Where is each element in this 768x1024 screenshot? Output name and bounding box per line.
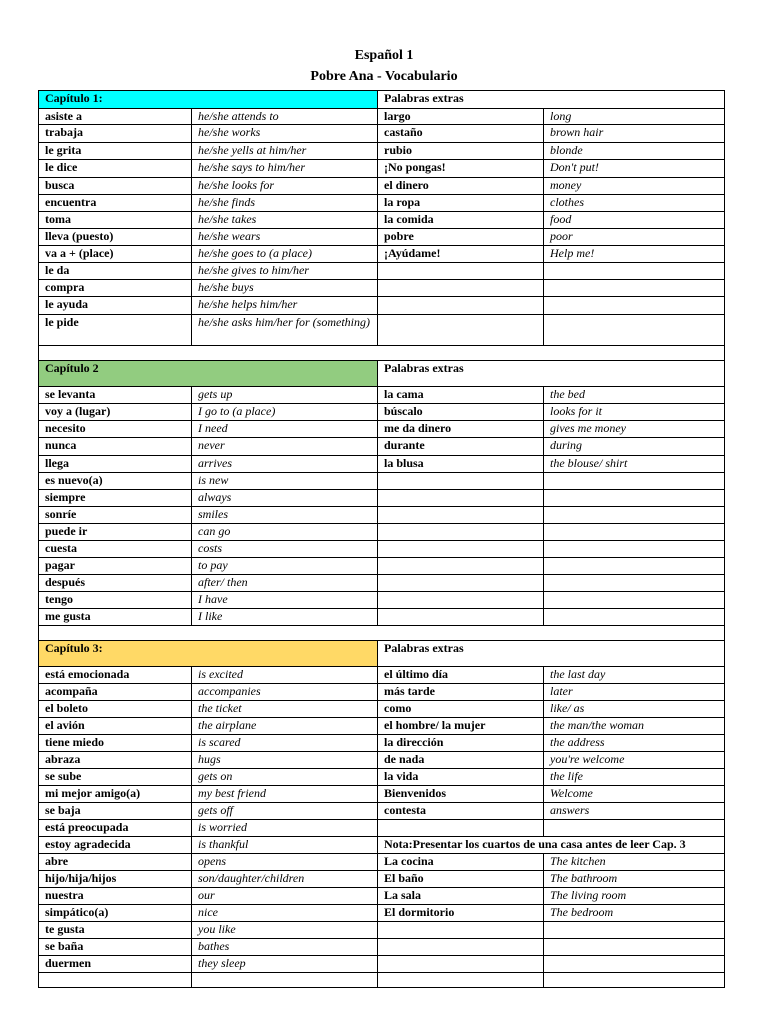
extra-spanish-term	[378, 939, 544, 956]
english-meaning: son/daughter/children	[192, 871, 378, 888]
spanish-term: hijo/hija/hijos	[39, 871, 192, 888]
english-meaning: hugs	[192, 752, 378, 769]
extra-spanish-term: de nada	[378, 752, 544, 769]
extra-english-meaning: Welcome	[544, 786, 725, 803]
extra-spanish-term	[378, 541, 544, 558]
table-row	[39, 280, 725, 297]
extra-spanish-term: más tarde	[378, 684, 544, 701]
spanish-term: es nuevo(a)	[39, 473, 192, 490]
extra-spanish-term: el último día	[378, 667, 544, 684]
extra-spanish-term: ¡No pongas!	[378, 160, 544, 178]
table-row	[39, 125, 725, 143]
extra-spanish-term	[378, 524, 544, 541]
spanish-term: le grita	[39, 143, 192, 160]
table-row	[39, 701, 725, 718]
extra-english-meaning: long	[544, 109, 725, 125]
spanish-term: tengo	[39, 592, 192, 609]
extra-spanish-term	[378, 558, 544, 575]
extra-spanish-term: la vida	[378, 769, 544, 786]
extra-english-meaning	[544, 973, 725, 988]
spanish-term: estoy agradecida	[39, 837, 192, 854]
table-row	[39, 769, 725, 786]
extra-spanish-term: largo	[378, 109, 544, 125]
extra-spanish-term: la cama	[378, 387, 544, 404]
spanish-term: siempre	[39, 490, 192, 507]
english-meaning: can go	[192, 524, 378, 541]
extra-spanish-term: la dirección	[378, 735, 544, 752]
spanish-term: mi mejor amigo(a)	[39, 786, 192, 803]
english-meaning: my best friend	[192, 786, 378, 803]
english-meaning: is thankful	[192, 837, 378, 854]
extra-spanish-term	[378, 490, 544, 507]
extra-spanish-term: me da dinero	[378, 421, 544, 438]
spanish-term: compra	[39, 280, 192, 297]
table-row	[39, 263, 725, 280]
extra-english-meaning	[544, 609, 725, 626]
extra-english-meaning: during	[544, 438, 725, 456]
spanish-term: le da	[39, 263, 192, 280]
spanish-term: tiene miedo	[39, 735, 192, 752]
english-meaning: he/she yells at him/her	[192, 143, 378, 160]
extra-english-meaning	[544, 490, 725, 507]
english-meaning: I need	[192, 421, 378, 438]
english-meaning: he/she buys	[192, 280, 378, 297]
extra-spanish-term	[378, 820, 544, 837]
extra-english-meaning: Help me!	[544, 246, 725, 263]
english-meaning: you like	[192, 922, 378, 939]
extra-english-meaning	[544, 939, 725, 956]
english-meaning: I go to (a place)	[192, 404, 378, 421]
table-row	[39, 229, 725, 246]
spanish-term: va a + (place)	[39, 246, 192, 263]
extra-spanish-term: La cocina	[378, 854, 544, 871]
table-row	[39, 212, 725, 229]
extra-english-meaning: answers	[544, 803, 725, 820]
extra-english-meaning: food	[544, 212, 725, 229]
spanish-term: toma	[39, 212, 192, 229]
table-row	[39, 905, 725, 922]
spanish-term: se baja	[39, 803, 192, 820]
extra-english-meaning: The bathroom	[544, 871, 725, 888]
document-subtitle: Pobre Ana - Vocabulario	[310, 69, 458, 84]
spanish-term: necesito	[39, 421, 192, 438]
english-meaning	[192, 973, 378, 988]
spanish-term: busca	[39, 178, 192, 195]
table-row	[39, 297, 725, 315]
extra-spanish-term: durante	[378, 438, 544, 456]
english-meaning: bathes	[192, 939, 378, 956]
extra-spanish-term: La sala	[378, 888, 544, 905]
english-meaning: is new	[192, 473, 378, 490]
spanish-term: llega	[39, 456, 192, 473]
english-meaning: gets off	[192, 803, 378, 820]
table-row	[39, 667, 725, 684]
english-meaning: gets on	[192, 769, 378, 786]
extra-spanish-term: el hombre/ la mujer	[378, 718, 544, 735]
extra-spanish-term	[378, 973, 544, 988]
document-title: Español 1	[354, 48, 414, 63]
spanish-term: encuentra	[39, 195, 192, 212]
table-row	[39, 507, 725, 524]
extras-header: Palabras extras	[378, 91, 725, 109]
extra-english-meaning: clothes	[544, 195, 725, 212]
table-row	[39, 820, 725, 837]
extra-spanish-term	[378, 280, 544, 297]
extra-spanish-term	[378, 922, 544, 939]
english-meaning: he/she looks for	[192, 178, 378, 195]
english-meaning: he/she takes	[192, 212, 378, 229]
extra-english-meaning	[544, 956, 725, 973]
english-meaning: gets up	[192, 387, 378, 404]
table-row	[39, 973, 725, 988]
english-meaning: I like	[192, 609, 378, 626]
spanish-term: puede ir	[39, 524, 192, 541]
english-meaning: he/she wears	[192, 229, 378, 246]
extra-english-meaning	[544, 297, 725, 315]
table-row	[39, 178, 725, 195]
table-row	[39, 854, 725, 871]
extra-english-meaning	[544, 263, 725, 280]
spanish-term: sonríe	[39, 507, 192, 524]
table-row	[39, 246, 725, 263]
table-row	[39, 735, 725, 752]
extra-english-meaning: the address	[544, 735, 725, 752]
spanish-term	[39, 973, 192, 988]
english-meaning: I have	[192, 592, 378, 609]
chapter-header: Capítulo 1:	[39, 91, 378, 109]
extra-spanish-term: Bienvenidos	[378, 786, 544, 803]
english-meaning: they sleep	[192, 956, 378, 973]
table-row	[39, 490, 725, 507]
extra-english-meaning	[544, 473, 725, 490]
table-row	[39, 558, 725, 575]
vocabulary-table	[38, 90, 725, 988]
table-row	[39, 315, 725, 346]
table-row	[39, 888, 725, 905]
spanish-term: se levanta	[39, 387, 192, 404]
table-row	[39, 956, 725, 973]
english-meaning: smiles	[192, 507, 378, 524]
table-row	[39, 160, 725, 178]
english-meaning: the airplane	[192, 718, 378, 735]
spanish-term: me gusta	[39, 609, 192, 626]
extra-english-meaning: Don't put!	[544, 160, 725, 178]
english-meaning: he/she attends to	[192, 109, 378, 125]
extra-english-meaning	[544, 592, 725, 609]
english-meaning: to pay	[192, 558, 378, 575]
spanish-term: nuestra	[39, 888, 192, 905]
spanish-term: lleva (puesto)	[39, 229, 192, 246]
extra-spanish-term	[378, 592, 544, 609]
spanish-term: acompaña	[39, 684, 192, 701]
spacer-row	[39, 626, 725, 641]
spacer-row	[39, 346, 725, 361]
extra-english-meaning: blonde	[544, 143, 725, 160]
english-meaning: is worried	[192, 820, 378, 837]
spanish-term: trabaja	[39, 125, 192, 143]
extras-header: Palabras extras	[378, 641, 725, 667]
extra-spanish-term	[378, 575, 544, 592]
table-row	[39, 871, 725, 888]
english-meaning: is excited	[192, 667, 378, 684]
extra-english-meaning: The living room	[544, 888, 725, 905]
english-meaning: he/she goes to (a place)	[192, 246, 378, 263]
spanish-term: nunca	[39, 438, 192, 456]
spanish-term: cuesta	[39, 541, 192, 558]
extra-english-meaning: the man/the woman	[544, 718, 725, 735]
english-meaning: nice	[192, 905, 378, 922]
extra-english-meaning: the blouse/ shirt	[544, 456, 725, 473]
spanish-term: simpático(a)	[39, 905, 192, 922]
extra-english-meaning	[544, 541, 725, 558]
spanish-term: el boleto	[39, 701, 192, 718]
extra-english-meaning	[544, 524, 725, 541]
spanish-term: le dice	[39, 160, 192, 178]
english-meaning: always	[192, 490, 378, 507]
extra-spanish-term	[378, 263, 544, 280]
extra-english-meaning: looks for it	[544, 404, 725, 421]
chapter-header: Capítulo 3:	[39, 641, 378, 667]
table-row	[39, 609, 725, 626]
extra-spanish-term	[378, 473, 544, 490]
extra-english-meaning: the bed	[544, 387, 725, 404]
table-row	[39, 803, 725, 820]
table-row	[39, 438, 725, 456]
english-meaning: our	[192, 888, 378, 905]
extra-english-meaning: brown hair	[544, 125, 725, 143]
extras-header: Palabras extras	[378, 361, 725, 387]
extra-spanish-term: El dormitorio	[378, 905, 544, 922]
english-meaning: after/ then	[192, 575, 378, 592]
spacer-cell	[39, 346, 725, 361]
extra-spanish-term	[378, 609, 544, 626]
table-row	[39, 195, 725, 212]
extra-spanish-term: búscalo	[378, 404, 544, 421]
extra-english-meaning: the last day	[544, 667, 725, 684]
extra-spanish-term: la ropa	[378, 195, 544, 212]
extra-english-meaning: the life	[544, 769, 725, 786]
extra-english-meaning: you're welcome	[544, 752, 725, 769]
table-row	[39, 684, 725, 701]
extra-spanish-term	[378, 297, 544, 315]
extra-spanish-term: contesta	[378, 803, 544, 820]
spanish-term: se sube	[39, 769, 192, 786]
extra-english-meaning: like/ as	[544, 701, 725, 718]
english-meaning: arrives	[192, 456, 378, 473]
table-row	[39, 922, 725, 939]
table-row	[39, 541, 725, 558]
chapter-header-row	[39, 641, 725, 667]
spanish-term: le ayuda	[39, 297, 192, 315]
spanish-term: abre	[39, 854, 192, 871]
table-row	[39, 387, 725, 404]
spanish-term: te gusta	[39, 922, 192, 939]
table-row	[39, 752, 725, 769]
extra-english-meaning	[544, 280, 725, 297]
spanish-term: asiste a	[39, 109, 192, 125]
table-row	[39, 939, 725, 956]
chapter-note: Nota:Presentar los cuartos de una casa antes de leer Cap. 3	[378, 837, 725, 854]
chapter-header-row	[39, 91, 725, 109]
extra-spanish-term: la comida	[378, 212, 544, 229]
table-row	[39, 456, 725, 473]
extra-english-meaning	[544, 820, 725, 837]
extra-english-meaning: money	[544, 178, 725, 195]
extra-english-meaning	[544, 575, 725, 592]
english-meaning: he/she helps him/her	[192, 297, 378, 315]
extra-english-meaning: later	[544, 684, 725, 701]
extra-spanish-term	[378, 315, 544, 346]
spanish-term: le pide	[39, 315, 192, 346]
extra-spanish-term: El baño	[378, 871, 544, 888]
extra-spanish-term: como	[378, 701, 544, 718]
table-row	[39, 786, 725, 803]
english-meaning: he/she finds	[192, 195, 378, 212]
extra-english-meaning	[544, 922, 725, 939]
english-meaning: is scared	[192, 735, 378, 752]
spanish-term: pagar	[39, 558, 192, 575]
spanish-term: está emocionada	[39, 667, 192, 684]
extra-english-meaning	[544, 558, 725, 575]
english-meaning: he/she says to him/her	[192, 160, 378, 178]
spanish-term: abraza	[39, 752, 192, 769]
extra-spanish-term: ¡Ayúdame!	[378, 246, 544, 263]
english-meaning: the ticket	[192, 701, 378, 718]
extra-spanish-term: el dinero	[378, 178, 544, 195]
spanish-term: está preocupada	[39, 820, 192, 837]
table-row	[39, 718, 725, 735]
chapter-header: Capítulo 2	[39, 361, 378, 387]
table-row	[39, 421, 725, 438]
table-row	[39, 404, 725, 421]
english-meaning: he/she gives to him/her	[192, 263, 378, 280]
english-meaning: costs	[192, 541, 378, 558]
spanish-term: voy a (lugar)	[39, 404, 192, 421]
english-meaning: never	[192, 438, 378, 456]
table-row	[39, 524, 725, 541]
english-meaning: he/she asks him/her for (something)	[192, 315, 378, 346]
spanish-term: duermen	[39, 956, 192, 973]
extra-english-meaning: gives me money	[544, 421, 725, 438]
table-row	[39, 837, 725, 854]
english-meaning: he/she works	[192, 125, 378, 143]
extra-spanish-term	[378, 507, 544, 524]
extra-spanish-term: castaño	[378, 125, 544, 143]
extra-spanish-term: la blusa	[378, 456, 544, 473]
english-meaning: accompanies	[192, 684, 378, 701]
extra-english-meaning	[544, 507, 725, 524]
extra-spanish-term: rubio	[378, 143, 544, 160]
table-row	[39, 592, 725, 609]
extra-english-meaning	[544, 315, 725, 346]
spanish-term: se baña	[39, 939, 192, 956]
extra-spanish-term: pobre	[378, 229, 544, 246]
spanish-term: después	[39, 575, 192, 592]
extra-english-meaning: poor	[544, 229, 725, 246]
table-row	[39, 473, 725, 490]
spanish-term: el avión	[39, 718, 192, 735]
extra-english-meaning: The bedroom	[544, 905, 725, 922]
spacer-cell	[39, 626, 725, 641]
english-meaning: opens	[192, 854, 378, 871]
extra-spanish-term	[378, 956, 544, 973]
table-row	[39, 575, 725, 592]
chapter-header-row	[39, 361, 725, 387]
extra-english-meaning: The kitchen	[544, 854, 725, 871]
table-row	[39, 109, 725, 125]
table-row	[39, 143, 725, 160]
